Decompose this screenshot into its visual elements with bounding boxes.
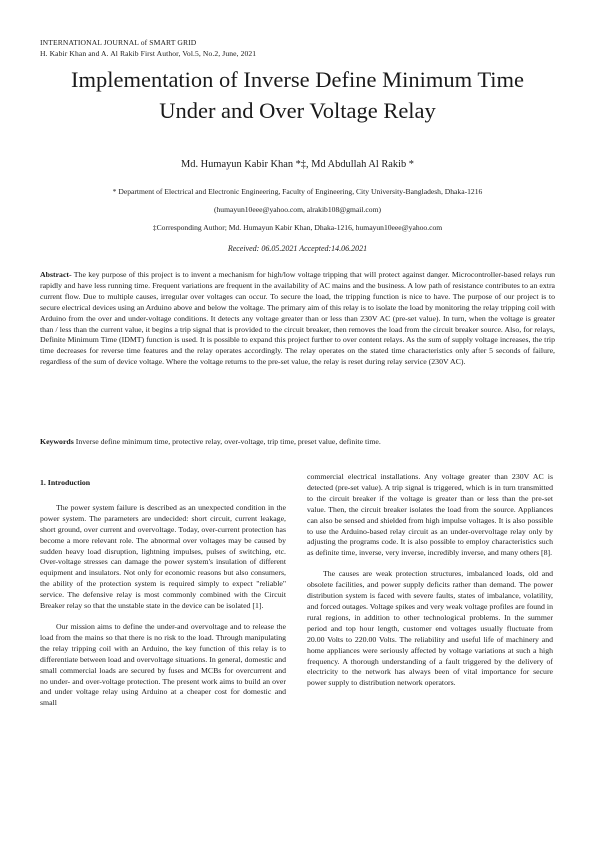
paragraph: commercial electrical installations. Any voltage greater than 230V AC is detected (pre-set value). A trip signal is triggered, which is in turn transmitted to the circuit breaker if the voltage is greater than or less than the pre-set value. Then, the circuit breaker isolates the load from the source. Appliances can also be sensed and shielded from high impulse voltages. It is also possible to use the Arduino-based relay circuit as an under-overvoltage relay only by adjusting the programs code. It is also possible to employ characteristics such as definite time, inverse, very inverse, incredibly inverse, and many others [8]. [307,472,553,558]
paragraph: The power system failure is described as an unexpected condition in the power system. The parameters are undecided: short circuit, current leakage, short ground, over current and overvoltage. Today, over-current protection has become a more relevant role. The abnormal over voltages may be caused by sudden heavy load disruption, lightning impulses, pulses of switching, etc. Over-voltage stresses can damage the power system's insulation of different equipment and insulators. Not only for economic reasons but also consumers, the ability of the protection system is required simply to expect "reliable" service. The defensive relay is most commonly combined with the Circuit Breaker relay so that the unstable state in the device can be isolated [1]. [40,502,286,611]
citation-line: H. Kabir Khan and A. Al Rakib First Author, Vol.5, No.2, June, 2021 [40,48,257,58]
keywords-text: Inverse define minimum time, protective relay, over-voltage, trip time, preset value, definite time. [73,437,381,446]
author-list: Md. Humayun Kabir Khan *‡, Md Abdullah Al Rakib * [181,159,414,170]
affiliation-block [20,183,575,237]
received-dates: Received: 06.05.2021 Accepted:14.06.2021 [227,244,368,253]
title-line-2: Under and Over Voltage Relay [159,98,436,123]
section-heading: 1. Introduction [40,478,91,487]
title-line-1: Implementation of Inverse Define Minimum Time [70,67,525,92]
paragraph: Our mission aims to define the under-and overvoltage and to release the load from the mains so that there is no risk to the load. Through manipulating the relay tripping coil with an Arduino, the key function of this relay is to differentiate between load and overvoltage situations. In general, domestic and small commercial loads are secured by fuses and MCBs for overcurrent and no under- and over-voltage protection. The present work aims to build an over and under voltage relay using Arduino at a cheaper cost for domestic and small [40,621,286,708]
paragraph: The causes are weak protection structures, imbalanced loads, old and obsolete facilities, and power supply deficits rather than demand. The power distribution system is faced with severe faults, states of imbalance, volatility, and forced outages. Voltage spikes and very weak voltage profiles are found in rural regions, in addition to other technological problems. In the summer period and top hour length, customer end voltages usually fluctuate from 20.00 Volts to 220.00 Volts. The reliability and useful life of machinery and home appliances were seriously affected by voltage variations at such a high frequency. A thorough understanding of a fault triggered by the delivery of electricity to the network has always been of vital importance for secure power supply to distribution network operators. [307,569,553,688]
abstract-text: The key purpose of this project is to invent a mechanism for high/low voltage tripping that will protect against danger. Microcontroller-based relays run rapidly and have less running time. Frequent variations are frequent in the availability of AC mains and the business. A low path of resistance contributes to an extra current flow. Due to multiple causes, irregular over voltages can occur. To secure the load, the tripping function is nice to have. The purpose of our project is to secure electrical devices using an Arduino above and below the voltage. The primary aim of this relay is to isolate the load by monitoring the relay tripping coil with Arduino from the over and under-voltage conditions. It detects any voltage greater than or less than 230V AC (pre-set value). In turn, when the voltage is greater than / less than the current value, it begins a trip signal that is provided to the circuit breaker, then removes the load from the circuit breaker source. Also, for relays, Definite Minimum Time (IDMT) function is used. It is possible to expand this project further to over content relays. As the sum of supply voltage increases, the trip time decreases for reverse time features and the relay operates accordingly. The relay operates on the stated time characteristics only after 5 seconds of failure, regardless of the sum of device voltage. Where the voltage returns to the pre-set value, the relay is reset during relay service (230V AC). [40,270,555,367]
abstract-label: Abstract- [40,270,72,279]
left-column [40,472,286,709]
corresponding-author-line: ‡Corresponding Author; Md. Humayun Kabir Khan, Dhaka-1216, humayun10eee@yahoo.com [152,223,443,232]
running-head [40,38,560,59]
abstract [40,270,555,368]
department-line: * Department of Electrical and Electronic Engineering, Faculty of Engineering, City University-Bangladesh, Dhaka-1216 [112,187,483,196]
journal-name: INTERNATIONAL JOURNAL of SMART GRID [40,38,197,47]
keywords-label: Keywords [40,437,74,446]
keywords [40,437,555,448]
right-column [307,472,553,689]
email-line: (humayun10eee@yahoo.com, alrakib108@gmail.com) [213,205,382,214]
paper-title [20,64,575,126]
